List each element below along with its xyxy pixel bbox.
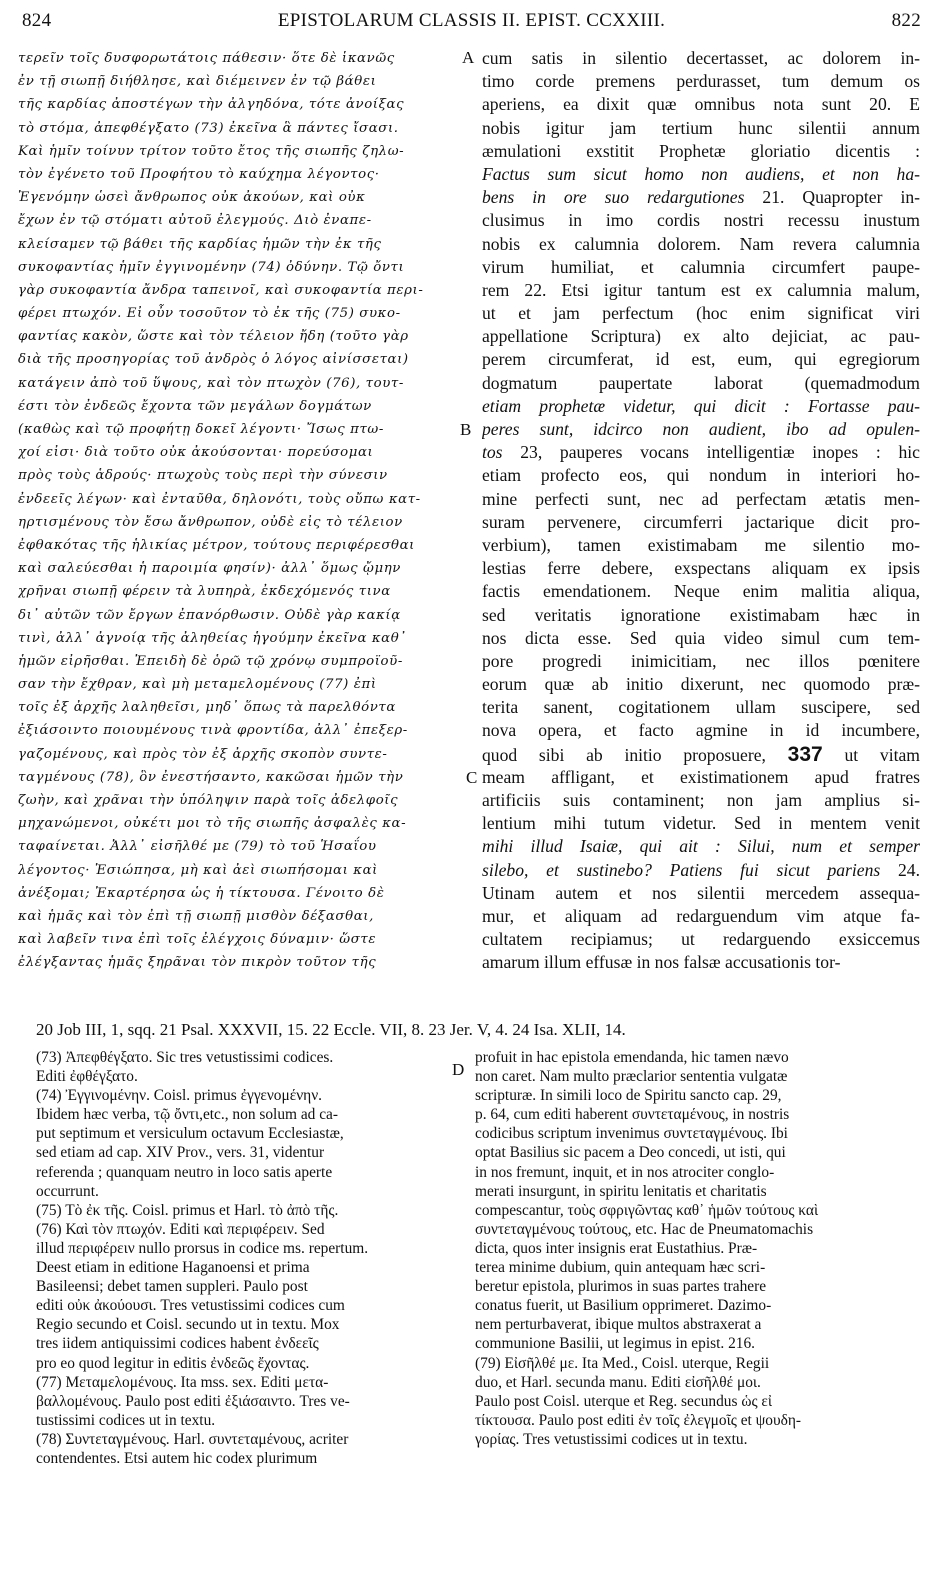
footnote-line-left [36, 1411, 454, 1430]
greek-line [18, 859, 458, 882]
greek-line-text: ταγμένους (78), ὃν ἐνεστήσαντο, κακῶσαι ἡμῶν τὴν [18, 769, 404, 785]
latin-line-text: amarum illum effusæ in nos falsæ accusationis tor- [482, 952, 841, 973]
margin-letter-c: C [466, 768, 478, 787]
greek-line-text: συκοφαντίας ἡμῖν ἐγγινομένην (74) ὀδύνην. Τῷ ὄντι [18, 259, 405, 275]
latin-line [482, 117, 920, 140]
footnote-ref-continuation: 21. Quapropter in- [762, 187, 920, 208]
greek-line [18, 70, 458, 93]
latin-line-text: ut et jam perfectum (hoc enim significat viri [482, 303, 920, 324]
greek-line [18, 186, 458, 209]
latin-line [482, 418, 920, 441]
latin-line [482, 441, 920, 464]
footnote-line-right-text: compescantur, τοὺς σφριγῶντας καθ᾽ ἡμῶν τούτους καὶ [475, 1201, 819, 1219]
greek-line-text: μηχανώμενοι, οὐκέτι μοι τὸ τῆς σιωπῆς ἀσφαλὲς κα- [18, 816, 407, 832]
greek-line [18, 348, 458, 371]
greek-line [18, 835, 458, 858]
greek-text-column [18, 47, 458, 977]
footnote-line-right [475, 1334, 920, 1353]
footnote-line-right-text: συντεταγμένους τούτους, etc. Hac de Pneumatomachis [475, 1220, 814, 1238]
footnote-ref-continuation: 23, pauperes vocans intelligentiæ inopes : hic [520, 442, 920, 463]
greek-line-text: χοί εἰσι· διὰ τοῦτο οὐκ ἀκούσονται· πορεύσομαι [18, 445, 374, 461]
footnote-line-right [475, 1430, 920, 1449]
greek-line [18, 905, 458, 928]
greek-line [18, 812, 458, 835]
latin-line-text: silebo, et sustinebo? Patiens fui sicut pariens [482, 859, 881, 880]
latin-line [482, 627, 920, 650]
footnote-line-right [475, 1277, 920, 1296]
footnote-line-right-text: scripturæ. In simili loco de Spiritu sancto cap. 29, [475, 1087, 782, 1105]
footnote-line-left [36, 1296, 454, 1315]
greek-line-text: ἐφθακότας τῆς ἡλικίας μέτρον, τούτους περιφέρεσθαι [18, 537, 415, 553]
footnote-line-right [475, 1258, 920, 1277]
footnote-line-left [36, 1086, 454, 1105]
greek-line-text: φαντίας κακὸν, ὥστε καὶ τὸν τέλειον ἤδη (τοῦτο γὰρ [18, 329, 409, 345]
latin-line [482, 70, 920, 93]
footnote-line-left [36, 1277, 454, 1296]
footnote-line-left-text: Deest etiam in editione Haganoensi et prima [36, 1259, 310, 1277]
latin-line [482, 789, 920, 812]
latin-line [482, 93, 920, 116]
latin-line-text: æmulationi exstitit Prophetæ gloriatio dicentis : [482, 140, 920, 161]
latin-line-text: sed veritatis ignoratione existimabam hæc in [482, 604, 920, 625]
greek-line [18, 279, 458, 302]
latin-line-text: mine perfecti sunt, nec ad perfectam ætatis men- [482, 488, 920, 509]
footnote-line-right [475, 1296, 920, 1315]
latin-line [482, 395, 920, 418]
margin-letter-d: D [452, 1060, 465, 1079]
latin-line [482, 163, 920, 186]
latin-line [482, 233, 920, 256]
latin-line [482, 859, 920, 882]
footnote-line-left [36, 1258, 454, 1277]
greek-line-text: λέγοντος· Ἐσιώπησα, μὴ καὶ ἀεὶ σιωπήσομαι καὶ [18, 862, 378, 878]
footnote-line-right [475, 1354, 920, 1373]
footnote-line-left-text: Basileensi; debet tamen suppleri. Paulo post [36, 1278, 308, 1296]
greek-line [18, 256, 458, 279]
footnote-line-right-text: terea minime dubium, quin antequam hæc scri- [475, 1259, 766, 1277]
greek-line [18, 627, 458, 650]
footnote-line-right-text: (79) Εἰσῆλθέ με. Ita Med., Coisl. uterque, Regii [475, 1354, 770, 1372]
greek-line-text: καὶ λαβεῖν τινα ἐπὶ τοῖς ἐλέγχοις δύναμιν· ὥστε [18, 932, 377, 948]
footnote-line-right [475, 1048, 920, 1067]
greek-line [18, 488, 458, 511]
footnote-line-left [36, 1201, 454, 1220]
greek-line [18, 302, 458, 325]
margin-letter-b: B [460, 420, 472, 439]
latin-line-text: clusimus in imo cordis nostri recessu inustum [482, 210, 920, 231]
greek-line-text: ἐλέγξαντας ἡμᾶς ξηρᾶναι τὸν πικρὸν τοῦτον τῆς [18, 955, 377, 971]
latin-line [482, 650, 920, 673]
footnote-line-right-text: duo, et Harl. secunda manu. Editi εἰσῆλθέ μοι. [475, 1373, 761, 1391]
footnote-line-left-text: Ibidem hæc verba, τῷ ὄντι,etc., non solum ad ca- [36, 1106, 338, 1124]
greek-line [18, 719, 458, 742]
greek-line [18, 882, 458, 905]
greek-line-text: τερεῖν τοῖς δυσφορωτάτοις πάθεσιν· ὅτε δὲ ἱκανῶς [18, 51, 395, 66]
footnote-line-right [475, 1239, 920, 1258]
greek-line [18, 325, 458, 348]
greek-line-text: δι᾽ αὐτῶν τῶν ἔργων ἐπανόρθωσιν. Οὐδὲ γὰρ κακίᾳ [18, 607, 401, 623]
latin-line [482, 696, 920, 719]
greek-line [18, 511, 458, 534]
footnote-line-right [475, 1411, 920, 1430]
footnote-line-right [475, 1315, 920, 1334]
greek-line-text: ἀνέξομαι; Ἐκαρτέρησα ὡς ἡ τίκτουσα. Γένοιτο δὲ [18, 885, 385, 901]
latin-line-text: suram pervenere, circumferri jactarique dicit pro- [482, 511, 920, 532]
greek-line-text: ἡμῶν εἰρῆσθαι. Ἐπειδὴ δὲ ὁρῶ τῷ χρόνῳ συμπροϊοῦ- [18, 653, 403, 669]
latin-line-text: verbium), tamen existimabam me silentio mo- [482, 534, 920, 555]
greek-line-text: Καὶ ἡμῖν τοίνυν τρίτον τοῦτο ἔτος τῆς σιωπῆς ζηλω- [18, 143, 405, 159]
latin-line [482, 743, 920, 766]
latin-line [482, 488, 920, 511]
footnote-line-right-text: Paulo post Coisl. uterque et Reg. secundus ὡς εἰ [475, 1392, 772, 1410]
footnote-line-left-text: pro eo quod legitur in editis ἐνδεῶς ἔχοντας. [36, 1354, 310, 1372]
latin-line-text: perem circumferat, id est, eum, qui egregiorum [482, 349, 920, 370]
footnote-line-right-text: non caret. Nam multo præclarior sententia vulgatæ [475, 1068, 788, 1086]
greek-line-text: τῆς καρδίας ἀποστέγων τὴν ἀλγηδόνα, τότε ἀνοίξας [18, 97, 405, 113]
latin-line-text: peres sunt, idcirco non audient, ibo ad opulen- [482, 419, 920, 439]
latin-line-text: dogmatum paupertate laborat (quemadmodum [482, 372, 920, 393]
greek-line-text: ἐνδεεῖς λέγων· καὶ ἐνταῦθα, δηλονότι, τοὺς οὔπω κατ- [18, 491, 421, 507]
footnote-line-right [475, 1220, 920, 1239]
greek-line-text: χρῆναι σιωπῇ φέρειν τὰ λυπηρὰ, ἐκδεχόμενός τινα [18, 584, 391, 600]
greek-line [18, 93, 458, 116]
greek-line-text: ζωὴν, καὶ χρᾶναι τὴν ὑπόληψιν παρὰ τοῖς ἀδελφοῖς [18, 793, 399, 808]
footnote-line-left [36, 1048, 454, 1067]
greek-line [18, 140, 458, 163]
latin-line-text: mihi illud Isaiæ, qui ait : Silui, num et semper [482, 836, 920, 857]
greek-line [18, 372, 458, 395]
margin-letter-a: A [462, 48, 475, 67]
greek-line [18, 464, 458, 487]
footnote-line-left [36, 1373, 454, 1392]
latin-text-column [482, 47, 920, 977]
footnote-line-left-text: Editi ἐφθέγξατο. [36, 1068, 138, 1086]
footnote-line-left [36, 1163, 454, 1182]
footnote-line-right-text: profuit in hac epistola emendanda, hic tamen nævo [475, 1049, 789, 1066]
greek-line [18, 418, 458, 441]
latin-line [482, 534, 920, 557]
latin-line [482, 256, 920, 279]
greek-line [18, 534, 458, 557]
footnote-line-left-text: (75) Τὸ ἐκ τῆς. Coisl. primus et Harl. τὸ ἀπὸ τῆς. [36, 1201, 339, 1219]
latin-line-text: tos [482, 442, 503, 463]
latin-line [482, 372, 920, 395]
footnote-ref-continuation: 24. [897, 859, 920, 880]
footnote-line-left-text: sed etiam ad cap. XIV Prov., vers. 31, videntur [36, 1144, 325, 1162]
footnote-line-right-text: γορίας. Tres vetustissimi codices ut in textu. [475, 1430, 748, 1448]
latin-line-text: lentium mihi tutum videtur. Sed in mentem venit [482, 813, 920, 834]
footnote-line-right-text: codicibus scriptum invenimus συντεταγμένους. Ibi [475, 1125, 788, 1143]
page-number-left: 824 [22, 10, 52, 31]
latin-line-text: etiam profecto eos, qui nondum in interiori ho- [482, 465, 920, 486]
latin-line-text: meam affligant, et existimationem apud fratres [482, 766, 920, 787]
latin-line-text: eorum quæ ab initio dixerunt, nec quomodo præ- [482, 674, 920, 695]
greek-line-text: Ἐγενόμην ὡσεὶ ἄνθρωπος οὐκ ἀκούων, καὶ οὐκ [18, 190, 366, 206]
footnote-line-right [475, 1105, 920, 1124]
greek-line [18, 209, 458, 232]
greek-line [18, 743, 458, 766]
latin-line [482, 302, 920, 325]
greek-line-text: ηρτισμένους τὸν ἔσω ἄνθρωπον, οὐδὲ εἰς τὸ τέλειον [18, 514, 403, 530]
footnote-line-left-text: tres iidem antiquissimi codices habent ἐνδεεῖς [36, 1335, 319, 1353]
latin-line [482, 325, 920, 348]
latin-line-text: terita sanent, cogitationem ullam suscipere, sed [482, 697, 920, 718]
greek-line [18, 696, 458, 719]
greek-line [18, 233, 458, 256]
greek-line-text: φέρει πτωχόν. Εἰ οὖν τοσοῦτον τὸ ἐκ τῆς (75) συκο- [18, 306, 401, 322]
latin-line-text: lestias ferre debere, exspectans aliquam ex ipsis [482, 558, 920, 579]
footnote-line-left [36, 1449, 454, 1468]
footnote-line-left [36, 1143, 454, 1162]
latin-line [482, 186, 920, 209]
latin-line-text: timo corde premens perdurasset, tum demum os [482, 71, 920, 92]
latin-line [482, 882, 920, 905]
footnote-line-left [36, 1124, 454, 1143]
greek-line-text: (καθὼς καὶ τῷ προφήτῃ δοκεῖ λέγοντι· Ἴσως πτω- [18, 422, 384, 437]
latin-line-text: artificiis suis contaminent; non jam amplius si- [482, 790, 920, 810]
greek-line-text: τοῖς ἐξ ἀρχῆς λαληθεῖσι, μηδ᾽ ὅπως τὰ παρελθόντα [18, 700, 396, 716]
footnote-line-right-text: dicta, quos inter insignis erat Eustathius. Præ- [475, 1239, 758, 1257]
greek-line [18, 604, 458, 627]
scripture-references: 20 Job III, 1, sqq. 21 Psal. XXXVII, 15. 22 Eccle. VII, 8. 23 Jer. V, 4. 24 Isa. XLII, 14. [36, 1020, 626, 1039]
footnote-line-left-text: (73) Ἀπεφθέγξατο. Sic tres vetustissimi codices. [36, 1049, 334, 1066]
footnote-line-right [475, 1124, 920, 1143]
footnote-line-left-text: contendentes. Etsi autem hic codex plurimum [36, 1449, 318, 1467]
footnote-line-left [36, 1239, 454, 1258]
latin-line [482, 580, 920, 603]
footnote-ref-continuation: 22. Etsi igitur tantum est ex calumnia malum, [524, 279, 920, 300]
greek-line-text: καὶ ἡμᾶς καὶ τὸν ἐπὶ τῇ σιωπῇ μισθὸν δέξασθαι, [18, 908, 374, 924]
latin-line [482, 673, 920, 696]
footnotes-left-column [36, 1048, 454, 1468]
page-number-right: 822 [891, 10, 921, 31]
greek-line-text: πρὸς τοὺς ἁδρούς· πτωχοὺς τοὺς περὶ τὴν σύνεσιν [18, 468, 388, 484]
latin-line [482, 140, 920, 163]
latin-line [482, 348, 920, 371]
latin-line-text: Utinam autem et nos silentii mercedem assequa- [482, 882, 920, 903]
greek-line [18, 395, 458, 418]
greek-line [18, 650, 458, 673]
greek-line [18, 163, 458, 186]
footnote-line-right-text: communione Basilii, ut legimus in epist. 216. [475, 1335, 756, 1353]
greek-line-text: ἐξιάσοιντο ποιουμένους τινὰ φροντίδα, ἀλλ᾽ ἐπεξερ- [18, 723, 408, 739]
greek-line [18, 951, 458, 974]
footnote-line-left-text: illud περιφέρειν nullo prorsus in codice ms. repertum. [36, 1239, 369, 1257]
footnote-line-left-text: Regio secundo et Coisl. secundo ut in textu. Mox [36, 1316, 340, 1334]
latin-line-text: bens in ore suo redargutiones [482, 187, 745, 208]
footnote-line-left-text: editi οὐκ ἀκούουσι. Tres vetustissimi codices cum [36, 1297, 345, 1315]
greek-line-text: σαν τὴν ἔχθραν, καὶ μὴ μεταμελομένους (77) ἐπὶ [18, 677, 377, 693]
footnote-line-right-text: optat Basilius sic pacem a Deo concedi, ut isti, qui [475, 1144, 786, 1162]
latin-line-text: Factus sum sicut homo non audiens, et non ha- [482, 163, 920, 184]
footnote-line-left [36, 1105, 454, 1124]
footnote-line-right [475, 1143, 920, 1162]
column-number-marker: 337 [787, 742, 823, 766]
latin-line [482, 719, 920, 742]
footnote-line-right [475, 1392, 920, 1411]
latin-line-text: appellatione Scriptura) ex alto dejiciat, ac pau- [482, 326, 920, 347]
footnote-line-left-text: occurrunt. [36, 1182, 99, 1200]
greek-line [18, 47, 458, 70]
footnote-line-left [36, 1220, 454, 1239]
latin-line [482, 604, 920, 627]
greek-line [18, 766, 458, 789]
latin-line-text: factis emendationem. Neque enim malitia aliqua, [482, 581, 920, 602]
footnote-line-right [475, 1201, 920, 1220]
latin-line [482, 928, 920, 951]
latin-line [482, 47, 920, 70]
latin-line [482, 209, 920, 232]
footnote-line-right-text: conatus fuerit, ut Basilium opprimeret. Dazimo- [475, 1297, 772, 1315]
footnote-line-left-text: tustissimi codices ut in textu. [36, 1411, 216, 1429]
latin-line-text: mur, et aliquam ad redarguendum vim atque fa- [482, 905, 920, 926]
latin-line [482, 464, 920, 487]
running-title: EPISTOLARUM CLASSIS II. EPIST. CCXXIII. [277, 10, 666, 31]
latin-line [482, 511, 920, 534]
greek-line [18, 557, 458, 580]
greek-line [18, 928, 458, 951]
greek-line [18, 789, 458, 812]
greek-line-text: ἐν τῇ σιωπῇ διήθλησε, καὶ διέμεινεν ἐν τῷ βάθει [18, 74, 377, 90]
latin-line-text: virum humiliat, et calumnia circumfert paupe- [482, 256, 920, 277]
footnote-line-left [36, 1354, 454, 1373]
latin-line-text: rem [482, 279, 510, 300]
latin-line-text: etiam prophetæ videtur, qui dicit : Fortasse pau- [482, 395, 920, 416]
footnote-line-left [36, 1392, 454, 1411]
latin-line [482, 951, 920, 974]
footnote-line-right [475, 1182, 920, 1201]
footnote-line-right-text: τίκτουσα. Paulo post editi ἐν τοῖς ἐλεγμοῖς et ψουδη- [475, 1411, 802, 1429]
footnote-line-left-text: (78) Συντεταγμένους. Harl. συντεταμένους, acriter [36, 1430, 349, 1448]
latin-line-text: nobis ex calumnia dolorem. Nam revera calumnia [482, 233, 920, 254]
latin-line-text: cultatem recipiamus; ut redarguendo exsiccemus [482, 929, 920, 950]
greek-line-text: καὶ σαλεύεσθαι ἡ παροιμία φησίν)· ἀλλ᾽ ὅμως ᾤμην [18, 561, 401, 577]
page-header [22, 10, 921, 38]
footnote-line-left-text: referenda ; quanquam neutro in loco satis aperte [36, 1163, 333, 1181]
footnote-line-right [475, 1086, 920, 1105]
latin-line-text: nobis igitur jam tertium hunc silentii annum [482, 117, 920, 138]
footnote-line-right-text: nem perturbaverat, ibique multos abstraxerat a [475, 1316, 762, 1334]
latin-line [482, 905, 920, 928]
greek-line-text: γὰρ συκοφαντία ἄνδρα ταπεινοῖ, καὶ συκοφαντία περι- [18, 282, 424, 298]
footnotes-right-column [475, 1048, 920, 1449]
footnote-line-left [36, 1334, 454, 1353]
footnote-line-left [36, 1067, 454, 1086]
latin-line-text: quod sibi ab initio proposuere, [482, 744, 766, 765]
latin-line [482, 557, 920, 580]
footnote-line-left-text: (74) Ἐγγινομένην. Coisl. primus ἐγγενομένην. [36, 1087, 323, 1105]
latin-line [482, 835, 920, 858]
footnote-line-right [475, 1163, 920, 1182]
greek-line-text: έστι τὸν ἐνδεῶς ἔχοντα τῶν μεγάλων δογμάτων [18, 398, 372, 414]
footnote-line-left-text: (77) Μεταμελομένους. Ita mss. sex. Editi μετα- [36, 1373, 329, 1391]
footnote-line-right-text: p. 64, cum editi haberent συντεταμένους, in nostris [475, 1106, 790, 1124]
latin-line-text: aperiens, ea dixit quæ omnibus nota sunt [482, 94, 852, 115]
footnote-line-right-text: in nos fremunt, inquit, et in nos atrociter conglo- [475, 1163, 775, 1181]
footnote-line-right [475, 1067, 920, 1086]
greek-line-text: κλείσαμεν τῷ βάθει τῆς καρδίας ἡμῶν τὴν ἐκ τῆς [18, 236, 382, 252]
latin-line [482, 812, 920, 835]
latin-line-text: nova opera, et facto agmine in id incumbere, [482, 720, 920, 741]
latin-line-tail: ut vitam [844, 744, 920, 765]
footnote-line-right-text: beretur epistola, plurimos in suas partes trahere [475, 1278, 767, 1296]
greek-line [18, 441, 458, 464]
greek-line-text: κατάγειν ἀπὸ τοῦ ὕψους, καὶ τὸν πτωχὸν (76), τουτ- [18, 375, 404, 391]
greek-line-text: τινὶ, ἀλλ᾽ ἀγνοίᾳ τῆς ἀληθείας ἡγούμην ἐκεῖνα καθ᾽ [18, 630, 407, 646]
latin-line [482, 766, 920, 789]
latin-line [482, 279, 920, 302]
greek-line [18, 580, 458, 603]
footnote-line-left-text: put septimum et versiculum octavum Ecclesiastæ, [36, 1125, 344, 1143]
latin-line-text: cum satis in silentio decertasset, ac dolorem in- [482, 48, 920, 68]
greek-line-text: τὸ στόμα, ἀπεφθέγξατο (73) ἐκεῖνα ἃ πάντες ἴσασι. [18, 120, 399, 136]
footnote-line-left [36, 1430, 454, 1449]
footnote-line-right [475, 1373, 920, 1392]
footnote-ref-continuation: 20. E [869, 94, 920, 115]
latin-line-text: nos dicta esse. Sed quia video simul cum tem- [482, 627, 920, 648]
greek-line [18, 117, 458, 140]
footnote-line-left-text: βαλλομένους. Paulo post editi ἐξιάσαιντο. Tres ve- [36, 1392, 350, 1410]
latin-line-text: pore progredi inimicitiam, nec illos pœnitere [482, 650, 920, 671]
footnote-line-left [36, 1315, 454, 1334]
greek-line-text: διὰ τῆς προσηγορίας τοῦ ἀνδρὸς ὁ λόγος αἰνίσσεται) [18, 352, 409, 368]
greek-line-text: τὸν ἐγένετο τοῦ Προφήτου τὸ καύχημα λέγοντος· [18, 166, 380, 182]
footnote-line-right-text: merati insurgunt, in spiritu lenitatis et charitatis [475, 1182, 767, 1200]
greek-line [18, 673, 458, 696]
footnote-line-left-text: (76) Καὶ τὸν πτωχόν. Editi καὶ περιφέρειν. Sed [36, 1220, 325, 1238]
greek-line-text: ἔχων ἐν τῷ στόματι αὐτοῦ ἐλεγμούς. Διὸ ἐναπε- [18, 213, 372, 229]
footnote-line-left [36, 1182, 454, 1201]
greek-line-text: ταφαίνεται. Ἀλλ᾽ εἰσῆλθέ με (79) τὸ τοῦ Ἡσαΐου [18, 839, 377, 855]
greek-line-text: γαζομένους, καὶ πρὸς τὸν ἐξ ἀρχῆς σκοπὸν συντε- [18, 746, 388, 762]
